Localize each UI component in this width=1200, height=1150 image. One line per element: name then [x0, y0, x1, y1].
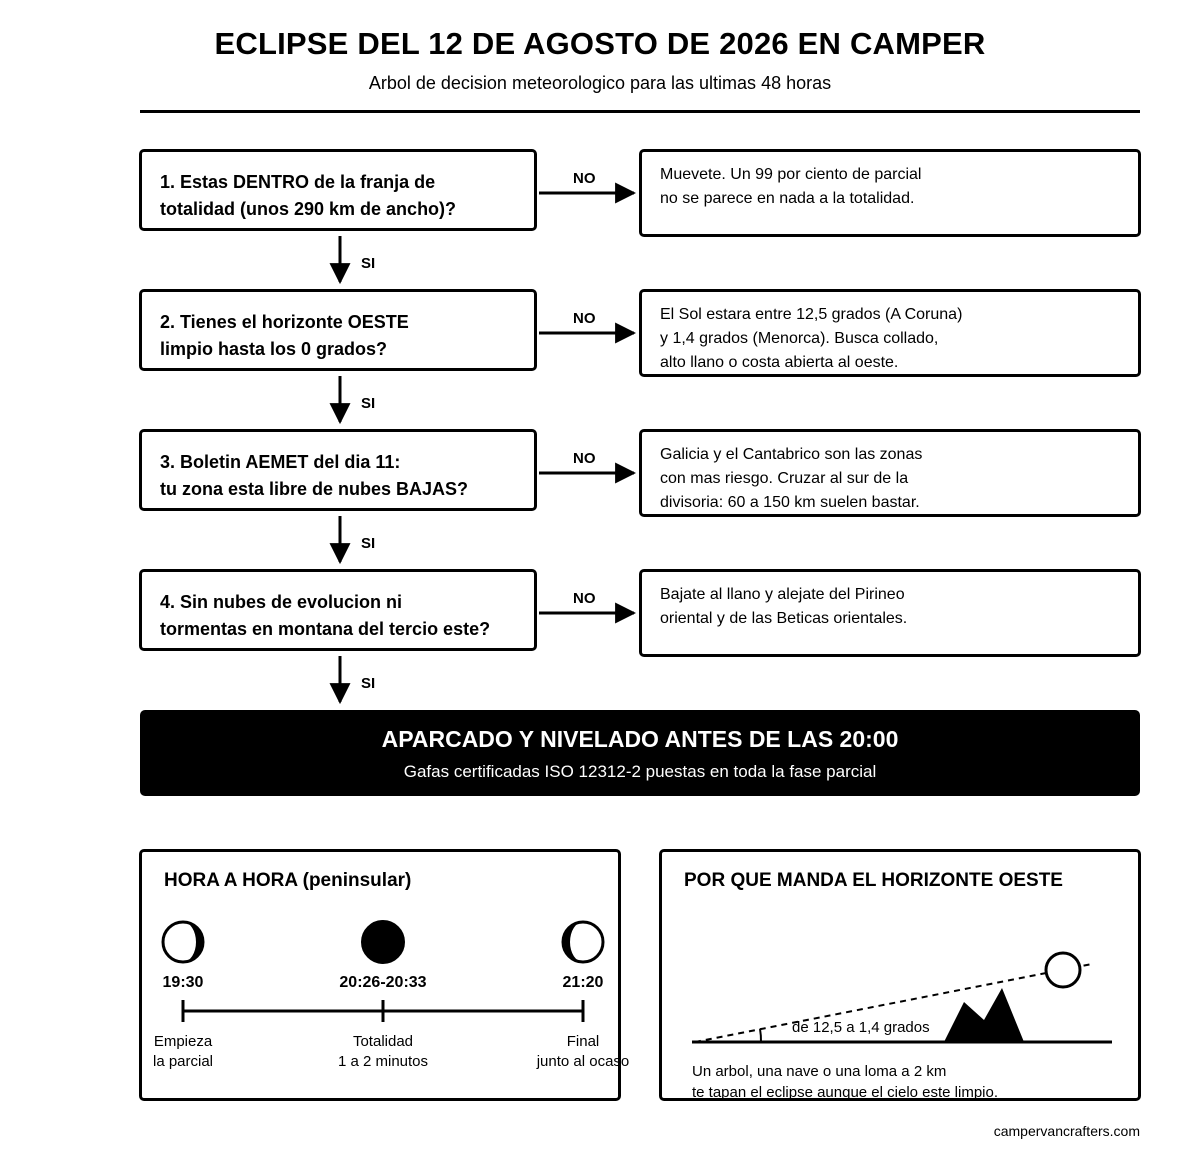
question-text-2: 2. Tienes el horizonte OESTE limpio hasta los 0 grados? [160, 312, 409, 359]
answer-text-3: Galicia y el Cantabrico son las zonas con mas riesgo. Cruzar al sur de la divisoria: 60 a 150 km suelen bastar. [660, 446, 923, 511]
horizon-title: POR QUE MANDA EL HORIZONTE OESTE [684, 870, 1063, 891]
question-text-1: 1. Estas DENTRO de la franja de totalidad (unos 290 km de ancho)? [160, 172, 457, 219]
timeline-panel [139, 849, 630, 1101]
result-subtitle: Gafas certificadas ISO 12312-2 puestas en toda la fase parcial [403, 762, 877, 781]
angle-arc [760, 1029, 761, 1042]
event-time-3: 21:20 [562, 974, 604, 991]
question-text-3: 3. Boletin AEMET del dia 11: tu zona esta libre de nubes BAJAS? [160, 452, 469, 499]
no-label-2: NO [573, 310, 596, 327]
answer-box-1 [639, 149, 1141, 237]
question-box-3 [139, 429, 537, 511]
answer-box-2 [639, 289, 1141, 377]
angle-label: de 12,5 a 1,4 grados [792, 1019, 930, 1036]
page-subtitle: Arbol de decision meteorologico para las ultimas 48 horas [368, 73, 832, 93]
footer-credit: campervancrafters.com [993, 1123, 1140, 1139]
answer-text-2: El Sol estara entre 12,5 grados (A Coruna) y 1,4 grados (Menorca). Busca collado, alto llano o costa abierta al oeste. [660, 306, 963, 371]
event-time-1: 19:30 [162, 974, 204, 991]
question-box-1 [139, 149, 537, 231]
event-label-3: Final junto al ocaso [536, 1033, 630, 1070]
yes-label-2: SI [361, 395, 376, 412]
event-time-2: 20:26-20:33 [339, 974, 427, 991]
page-title: ECLIPSE DEL 12 DE AGOSTO DE 2026 EN CAMPER [214, 26, 986, 61]
no-label-1: NO [573, 170, 596, 187]
no-label-3: NO [573, 450, 596, 467]
horizon-note: Un arbol, una nave o una loma a 2 km te tapan el eclipse aunque el cielo este limpio. [692, 1063, 999, 1101]
answer-text-4: Bajate al llano y alejate del Pirineo oriental y de las Beticas orientales. [660, 586, 908, 627]
result-banner [140, 710, 1140, 796]
partial-eclipse-icon [563, 922, 603, 962]
total-eclipse-icon [362, 921, 404, 963]
yes-label-3: SI [361, 535, 376, 552]
partial-eclipse-icon [163, 922, 203, 962]
yes-label-4: SI [361, 675, 376, 692]
horizon-panel [659, 849, 1141, 1101]
answer-box-3 [639, 429, 1141, 517]
question-box-2 [139, 289, 537, 371]
question-text-4: 4. Sin nubes de evolucion ni tormentas en montana del tercio este? [160, 592, 491, 639]
event-label-1: Empieza la parcial [152, 1033, 214, 1070]
event-label-2: Totalidad 1 a 2 minutos [337, 1033, 429, 1070]
timeline-title: HORA A HORA (peninsular) [164, 870, 412, 891]
result-title: APARCADO Y NIVELADO ANTES DE LAS 20:00 [381, 726, 899, 752]
yes-label-1: SI [361, 255, 376, 272]
mountain-obstacle [944, 988, 1024, 1042]
answer-box-4 [639, 569, 1141, 657]
question-box-4 [139, 569, 537, 651]
sun-icon [1046, 953, 1080, 987]
answer-text-1: Muevete. Un 99 por ciento de parcial no se parece en nada a la totalidad. [660, 166, 922, 207]
no-label-4: NO [573, 590, 596, 607]
